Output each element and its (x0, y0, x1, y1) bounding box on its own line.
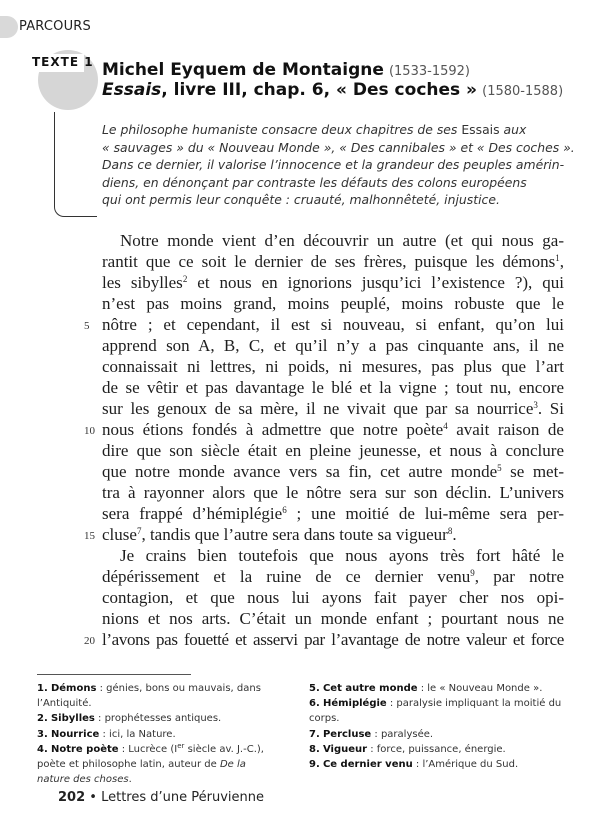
intro-line: qui ont permis leur conquête : cruauté, malhonnêteté, injustice. (102, 192, 500, 207)
footnote-item: 3. Nourrice : ici, la Nature. (37, 728, 176, 740)
line-number: 15 (84, 530, 95, 542)
text-line: dépérissement et la ruine de ce dernier venu$^9$, par notre (102, 567, 565, 586)
line-number: 20 (84, 635, 95, 647)
footnote-item: 6. Hémiplégie : paralysie impliquant la moitié du corps. (309, 698, 562, 725)
footnote-item: 8. Vigueur : force, puissance, énergie. (309, 743, 506, 755)
work-title-italic: Essais (102, 80, 162, 100)
author-line (102, 60, 470, 80)
footer-separator: • (89, 790, 97, 805)
footnote-ref[interactable]: 3 (533, 400, 538, 410)
intro-line: Le philosophe humaniste consacre deux chapitres de ses Essais aux (102, 122, 527, 137)
text-line: apprend son A, B, C, et qu’il n’y a pas cinquante ans, il ne (102, 336, 564, 355)
text-line: tra à rayonner alors que le nôtre sera sur son déclin. L’univers (102, 483, 564, 502)
footnote-item: 7. Percluse : paralysée. (309, 728, 434, 740)
intro-line: diens, en dénonçant par contraste les défauts des colons européens (102, 174, 527, 190)
text-line: Notre monde vient d’en découvrir un autre (et qui nous ga- (120, 231, 564, 250)
intro-paragraph (102, 121, 582, 209)
footnote-item: 2. Sibylles : prophétesses antiques. (37, 713, 222, 725)
footnote-ref[interactable]: 5 (497, 463, 502, 473)
text-line: rantit que ce soit le dernier de ses frères, puisque les démons$^1$, (102, 252, 564, 271)
text-line: n’est pas moins grand, moins peuplé, moins robuste que le (102, 294, 564, 313)
author-dates: (1533-1592) (388, 64, 470, 79)
line-number: 10 (84, 425, 95, 437)
author-name: Michel Eyquem de Montaigne (102, 60, 384, 80)
text-line: sur les genoux de sa mère, il ne vivait que par sa nourrice$^3$. Si (102, 399, 564, 418)
footnotes-right (309, 681, 569, 772)
intro-line: Dans ce dernier, il valorise l’innocence et la grandeur des peuples amérin- (102, 157, 565, 172)
text-line: sera frappé d’hémiplégie$^6$ ; une moitié de lui-même sera per- (102, 504, 564, 523)
footnote-item: 5. Cet autre monde : le « Nouveau Monde ». (309, 683, 543, 694)
section-label: PARCOURS (19, 19, 91, 34)
work-line (102, 80, 563, 100)
text-line: Je crains bien toutefois que nous ayons très fort hâté le (120, 546, 564, 565)
text-line: les sibylles$^2$ et nous en ignorions jusqu’ici l’existence ?), qui (102, 273, 565, 292)
footnote-item: 9. Ce dernier venu : l’Amérique du Sud. (309, 759, 519, 771)
footnote-ref[interactable]: 4 (443, 421, 448, 431)
footnote-ref[interactable]: 1 (555, 253, 560, 263)
page-number: 202 (58, 790, 86, 805)
intro-bracket (54, 112, 97, 217)
page-footer (58, 790, 264, 805)
text-line: 10 nous étions fondés à admettre que notre poète$^4$ avait raison de (102, 419, 564, 440)
footnotes-left (37, 681, 277, 787)
footnote-ref[interactable]: 2 (182, 274, 188, 284)
section-tab (0, 16, 18, 38)
text-line: que notre monde avance vers sa fin, cet autre monde$^5$ se met- (102, 462, 564, 481)
footnote-ref[interactable]: 8 (447, 526, 453, 536)
footnote-ref[interactable]: 7 (136, 526, 142, 536)
footnote-item: 1. Démons : génies, bons ou mauvais, dans l’Antiquité. (37, 683, 261, 710)
text-line: contagion, et que nous lui ayons fait payer cher nos opi- (102, 588, 564, 607)
text-number-badge: TEXTE 1 (32, 55, 94, 69)
book-title: Lettres d’une Péruvienne (101, 790, 264, 805)
text-line: de se vêtir et pas davantage le blé et la vigne ; tout nu, encore (102, 378, 564, 397)
text-line: connaissait ni lettres, ni poids, ni mesures, pas plus que l’art (102, 357, 564, 376)
work-dates: (1580-1588) (482, 84, 564, 99)
footnote-divider (37, 674, 191, 675)
text-line: 5 nôtre ; et cependant, il est si nouveau, si enfant, qu’on lui (102, 314, 564, 335)
footnote-ref[interactable]: 6 (282, 505, 287, 515)
main-text (84, 230, 565, 650)
line-number: 5 (84, 320, 90, 332)
text-line: 15 cluse$^7$, tandis que l’autre sera dans toute sa vigueur$^8$. (102, 524, 564, 545)
text-line: 20 l’avons pas fouetté et asservi par l’avantage de notre valeur et force (102, 629, 564, 650)
footnote-item: 4. Notre poète : Lucrèce (Ier siècle av. J.-C.), poète et philosophe latin, auteur de De la nature des choses. (37, 741, 264, 786)
footnote-ref[interactable]: 9 (470, 568, 475, 578)
text-line: dire que son siècle était en pleine jeunesse, et nous à conclure (102, 441, 564, 460)
intro-line: « sauvages » du « Nouveau Monde », « Des cannibales » et « Des coches ». (102, 139, 575, 155)
text-line: nions et nos arts. C’était un monde enfant ; pourtant nous ne (102, 609, 564, 628)
work-title-rest: , livre III, chap. 6, « Des coches » (161, 80, 478, 100)
